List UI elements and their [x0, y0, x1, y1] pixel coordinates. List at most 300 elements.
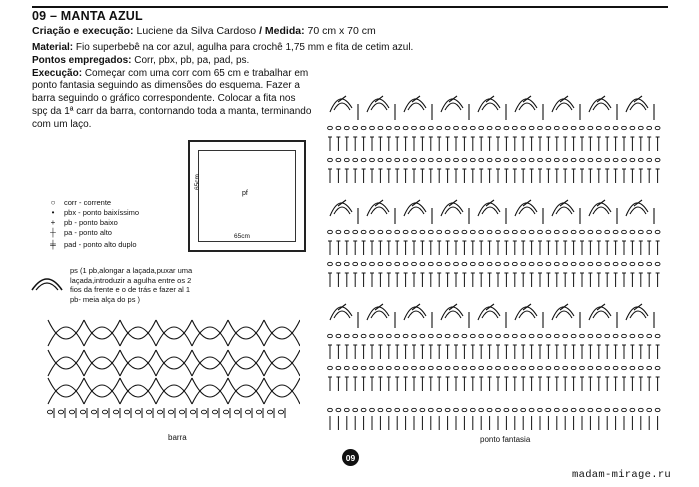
- chain-mark: [571, 230, 576, 233]
- chain-mark: [370, 408, 375, 411]
- chain-mark: [487, 334, 492, 337]
- chain-mark: [546, 262, 551, 265]
- chain-mark: [157, 410, 162, 414]
- chain-mark: [454, 262, 459, 265]
- chain-mark: [135, 410, 140, 414]
- chain-mark: [267, 410, 272, 414]
- chain-mark: [386, 230, 391, 233]
- chain-mark: [647, 334, 652, 337]
- chain-mark: [420, 230, 425, 233]
- chain-mark: [395, 126, 400, 129]
- fan-arc: [408, 103, 424, 110]
- chain-mark: [588, 230, 593, 233]
- chain-mark: [403, 334, 408, 337]
- chain-mark: [344, 408, 349, 411]
- fan-arc: [626, 307, 648, 320]
- chain-mark: [361, 158, 366, 161]
- chain-mark: [538, 408, 543, 411]
- chain-mark: [370, 262, 375, 265]
- chain-mark: [395, 262, 400, 265]
- chain-mark: [563, 158, 568, 161]
- legend-item: [42, 228, 139, 238]
- legend-text: pad - ponto alto duplo: [64, 240, 137, 249]
- chain-mark: [487, 126, 492, 129]
- chain-mark: [512, 126, 517, 129]
- chain-mark: [445, 230, 450, 233]
- chain-mark: [571, 262, 576, 265]
- chain-mark: [613, 334, 618, 337]
- chain-mark: [428, 126, 433, 129]
- chain-mark: [496, 262, 501, 265]
- chain-mark: [378, 126, 383, 129]
- barra-caption: barra: [168, 433, 187, 442]
- chain-mark: [412, 158, 417, 161]
- ps-legend-text: ps (1 pb,alongar a laçada,puxar uma laçada,introduzir a agulha entre os 2 fios da frente e o de trás e fazer al 1 pb- meia alça do ps ): [70, 266, 193, 304]
- chain-mark: [563, 408, 568, 411]
- chain-mark: [613, 408, 618, 411]
- top-rule: [32, 6, 668, 8]
- chain-mark: [91, 410, 96, 414]
- chain-mark: [588, 262, 593, 265]
- chain-mark: [563, 334, 568, 337]
- chain-mark: [596, 126, 601, 129]
- chain-mark: [512, 262, 517, 265]
- chain-mark: [454, 334, 459, 337]
- fan-arc: [371, 103, 387, 110]
- chain-mark: [580, 334, 585, 337]
- fan-arc: [482, 103, 498, 110]
- chain-mark: [655, 126, 660, 129]
- chain-mark: [428, 408, 433, 411]
- chain-mark: [487, 158, 492, 161]
- chain-mark: [605, 408, 610, 411]
- chain-mark: [512, 366, 517, 369]
- chain-mark: [437, 334, 442, 337]
- fan-arc: [556, 103, 572, 110]
- chain-mark: [370, 126, 375, 129]
- chain-mark: [328, 262, 333, 265]
- chain-mark: [361, 408, 366, 411]
- legend-item: [42, 208, 139, 218]
- schema-height-label: 65cm: [194, 174, 201, 190]
- chain-mark: [630, 230, 635, 233]
- fan-motif: [441, 304, 469, 328]
- stitches-paragraph: [32, 55, 312, 68]
- chain-mark: [580, 366, 585, 369]
- chain-mark: [605, 126, 610, 129]
- chain-mark: [588, 158, 593, 161]
- chain-mark: [638, 408, 643, 411]
- fan-arc: [371, 311, 387, 318]
- fan-arc: [478, 99, 500, 112]
- fan-motif: [478, 96, 506, 120]
- chain-mark: [613, 366, 618, 369]
- chain-mark: [588, 366, 593, 369]
- chain-mark: [655, 366, 660, 369]
- chain-mark: [386, 334, 391, 337]
- chain-mark: [412, 334, 417, 337]
- chain-mark: [328, 126, 333, 129]
- chain-mark: [470, 126, 475, 129]
- fan-arc: [334, 207, 350, 214]
- chain-mark: [420, 408, 425, 411]
- chain-mark: [403, 126, 408, 129]
- fan-arc: [478, 203, 500, 216]
- chain-mark: [605, 158, 610, 161]
- chain-mark: [479, 366, 484, 369]
- double-crochet-icon: ┼: [50, 228, 56, 237]
- chain-mark: [428, 262, 433, 265]
- chain-mark: [546, 126, 551, 129]
- chain-mark: [487, 230, 492, 233]
- chain-mark: [630, 262, 635, 265]
- chain-mark: [395, 158, 400, 161]
- chain-mark: [622, 366, 627, 369]
- chain-mark: [344, 366, 349, 369]
- chain-mark: [462, 408, 467, 411]
- chain-mark: [437, 366, 442, 369]
- page-number: 09: [342, 449, 359, 466]
- chain-mark: [605, 230, 610, 233]
- fan-arc: [408, 207, 424, 214]
- chain-mark: [403, 408, 408, 411]
- fan-arc: [330, 307, 352, 320]
- chain-mark: [386, 366, 391, 369]
- stitch-legend: [42, 198, 139, 252]
- chain-mark: [529, 158, 534, 161]
- execution-text: Começar com uma corr com 65 cm e trabalhar em ponto fantasia seguindo as dimensões do esquema. Fazer a barra seguindo o gráfico correspondente. Colocar a fita nos spç da 1ª carr da barra, contornando toda a manta, terminando com um laço.: [32, 67, 312, 130]
- chain-mark: [47, 410, 52, 414]
- fan-motif: [626, 96, 654, 120]
- chain-mark: [538, 126, 543, 129]
- credit-label: Criação e execução:: [32, 25, 134, 37]
- chain-mark: [462, 230, 467, 233]
- fan-motif: [552, 200, 580, 224]
- chain-mark: [445, 334, 450, 337]
- chain-mark: [554, 408, 559, 411]
- blanket-schema: [188, 140, 306, 252]
- chain-mark: [445, 408, 450, 411]
- chain-mark: [412, 262, 417, 265]
- chain-mark: [512, 408, 517, 411]
- chain-mark: [479, 126, 484, 129]
- chain-mark: [638, 334, 643, 337]
- fan-arc: [589, 203, 611, 216]
- fan-motif: [515, 304, 543, 328]
- chain-mark: [554, 126, 559, 129]
- measure-label: / Medida:: [256, 25, 305, 37]
- chain-mark: [403, 230, 408, 233]
- chain-mark: [395, 366, 400, 369]
- chain-mark: [521, 158, 526, 161]
- fan-arc: [334, 311, 350, 318]
- chain-mark: [470, 230, 475, 233]
- fan-motif: [367, 200, 395, 224]
- chain-mark: [344, 262, 349, 265]
- chain-mark: [428, 334, 433, 337]
- fan-arc: [630, 207, 646, 214]
- chain-mark: [529, 334, 534, 337]
- chain-mark: [521, 262, 526, 265]
- chain-mark: [353, 366, 358, 369]
- chain-mark: [538, 158, 543, 161]
- chain-mark: [445, 366, 450, 369]
- chain-mark: [647, 408, 652, 411]
- chain-mark: [588, 126, 593, 129]
- chain-mark: [336, 126, 341, 129]
- chain-mark: [580, 230, 585, 233]
- ponto-fantasia-caption: ponto fantasia: [480, 435, 531, 444]
- execution-label: Execução:: [32, 67, 83, 79]
- fan-motif: [515, 96, 543, 120]
- chain-mark: [496, 230, 501, 233]
- chain-mark: [588, 334, 593, 337]
- chain-mark: [596, 158, 601, 161]
- chain-mark: [102, 410, 107, 414]
- stitches-text: Corr, pbx, pb, pa, pad, ps.: [134, 54, 250, 66]
- chain-mark: [378, 408, 383, 411]
- fan-arc: [519, 311, 535, 318]
- chain-mark: [462, 334, 467, 337]
- fan-motif: [589, 304, 617, 328]
- fan-arc: [630, 103, 646, 110]
- chain-mark: [353, 230, 358, 233]
- fan-arc: [515, 99, 537, 112]
- fan-arc: [441, 99, 463, 112]
- chain-mark: [655, 262, 660, 265]
- chain-mark: [529, 230, 534, 233]
- fan-arc: [445, 207, 461, 214]
- chain-mark: [622, 334, 627, 337]
- chain-mark: [596, 262, 601, 265]
- fan-arc: [445, 103, 461, 110]
- fan-motif: [626, 304, 654, 328]
- chain-mark: [336, 158, 341, 161]
- chain-mark: [328, 334, 333, 337]
- chain-mark: [504, 366, 509, 369]
- chain-mark: [496, 366, 501, 369]
- chain-mark: [554, 230, 559, 233]
- fan-arc: [626, 99, 648, 112]
- chain-mark: [504, 334, 509, 337]
- measure-value: 70 cm x 70 cm: [307, 25, 376, 37]
- chain-mark: [412, 126, 417, 129]
- fan-arc: [593, 207, 609, 214]
- chain-mark: [613, 230, 618, 233]
- fan-arc: [552, 99, 574, 112]
- chain-mark: [428, 366, 433, 369]
- fan-arc: [589, 99, 611, 112]
- chain-mark: [563, 366, 568, 369]
- chain-mark: [512, 230, 517, 233]
- chain-mark: [168, 410, 173, 414]
- legend-text: pa - ponto alto: [64, 228, 112, 237]
- chain-mark: [420, 334, 425, 337]
- fan-motif: [404, 200, 432, 224]
- legend-item: [42, 238, 139, 252]
- chain-mark: [146, 410, 151, 414]
- instructions: [32, 42, 414, 132]
- execution-paragraph: [32, 68, 312, 132]
- chain-mark: [386, 408, 391, 411]
- chain-mark: [504, 262, 509, 265]
- chain-mark: [521, 126, 526, 129]
- fan-motif: [552, 304, 580, 328]
- chain-mark: [546, 408, 551, 411]
- chain-mark: [80, 410, 85, 414]
- legend-item: [42, 198, 139, 208]
- chain-mark: [630, 334, 635, 337]
- chain-mark: [361, 366, 366, 369]
- fan-arc: [626, 203, 648, 216]
- chain-mark: [529, 126, 534, 129]
- fan-arc: [371, 207, 387, 214]
- chain-mark: [638, 262, 643, 265]
- chain-mark: [437, 230, 442, 233]
- chain-mark: [563, 262, 568, 265]
- chain-mark: [580, 262, 585, 265]
- chain-mark: [538, 366, 543, 369]
- fan-motif: [367, 304, 395, 328]
- chain-mark: [622, 158, 627, 161]
- chain-mark: [605, 366, 610, 369]
- chain-mark: [403, 366, 408, 369]
- chain-mark: [256, 410, 261, 414]
- chain-mark: [554, 334, 559, 337]
- chain-mark: [580, 408, 585, 411]
- legend-text: pbx - ponto baixíssimo: [64, 208, 140, 217]
- legend-item: [42, 218, 139, 228]
- chain-mark: [479, 158, 484, 161]
- chain-mark: [428, 158, 433, 161]
- fan-motif: [478, 304, 506, 328]
- fan-arc: [556, 311, 572, 318]
- fan-arc: [445, 311, 461, 318]
- chain-mark: [512, 334, 517, 337]
- fan-arc: [556, 207, 572, 214]
- fan-motif: [626, 200, 654, 224]
- chain-mark: [571, 126, 576, 129]
- slip-stitch-icon: •: [51, 208, 55, 217]
- chain-icon: ○: [50, 198, 56, 207]
- fan-motif: [589, 200, 617, 224]
- chain-mark: [386, 126, 391, 129]
- chain-mark: [622, 408, 627, 411]
- chain-mark: [613, 126, 618, 129]
- chain-mark: [361, 262, 366, 265]
- chain-mark: [538, 334, 543, 337]
- chain-mark: [596, 366, 601, 369]
- chain-mark: [462, 158, 467, 161]
- chain-mark: [588, 408, 593, 411]
- fan-motif: [330, 96, 358, 120]
- chain-mark: [454, 408, 459, 411]
- chain-mark: [245, 410, 250, 414]
- chain-mark: [546, 230, 551, 233]
- chain-mark: [378, 158, 383, 161]
- chain-mark: [521, 230, 526, 233]
- chain-mark: [554, 262, 559, 265]
- chain-mark: [487, 262, 492, 265]
- chain-mark: [361, 230, 366, 233]
- chain-mark: [622, 126, 627, 129]
- fan-arc: [593, 103, 609, 110]
- chain-mark: [179, 410, 184, 414]
- chain-mark: [336, 408, 341, 411]
- chain-mark: [201, 410, 206, 414]
- chain-mark: [538, 230, 543, 233]
- chain-mark: [124, 410, 129, 414]
- single-crochet-icon: +: [50, 218, 56, 227]
- pattern-title: 09 – MANTA AZUL: [32, 9, 143, 23]
- chain-mark: [571, 408, 576, 411]
- chain-mark: [496, 408, 501, 411]
- fan-motif: [330, 304, 358, 328]
- chain-mark: [420, 366, 425, 369]
- chain-mark: [596, 230, 601, 233]
- chain-mark: [638, 126, 643, 129]
- chain-mark: [361, 334, 366, 337]
- chain-mark: [563, 126, 568, 129]
- fan-arc: [334, 103, 350, 110]
- chain-mark: [370, 366, 375, 369]
- chain-mark: [538, 262, 543, 265]
- schema-center-label: pf: [242, 190, 248, 197]
- chain-mark: [647, 366, 652, 369]
- fan-motif: [404, 304, 432, 328]
- chain-mark: [462, 262, 467, 265]
- chain-mark: [546, 334, 551, 337]
- chain-mark: [529, 262, 534, 265]
- barra-lattice: [48, 320, 300, 404]
- chain-mark: [445, 158, 450, 161]
- chain-mark: [370, 230, 375, 233]
- chain-mark: [470, 366, 475, 369]
- fan-motif: [589, 96, 617, 120]
- barra-chart: [42, 312, 300, 428]
- fan-arc: [630, 311, 646, 318]
- fan-arc: [593, 311, 609, 318]
- chain-mark: [647, 230, 652, 233]
- chain-mark: [395, 334, 400, 337]
- chain-mark: [344, 334, 349, 337]
- chain-mark: [403, 158, 408, 161]
- fan-arc: [330, 99, 352, 112]
- chain-mark: [571, 158, 576, 161]
- chain-mark: [113, 410, 118, 414]
- chain-mark: [328, 158, 333, 161]
- fan-arc: [482, 311, 498, 318]
- chain-mark: [470, 158, 475, 161]
- chain-mark: [344, 126, 349, 129]
- chain-mark: [336, 366, 341, 369]
- fan-arc: [482, 207, 498, 214]
- chain-mark: [504, 158, 509, 161]
- chain-mark: [554, 366, 559, 369]
- credit-line: [32, 25, 376, 37]
- chain-mark: [445, 126, 450, 129]
- chain-mark: [58, 410, 63, 414]
- fan-motif: [515, 200, 543, 224]
- chain-mark: [454, 158, 459, 161]
- chain-mark: [437, 126, 442, 129]
- chain-mark: [378, 366, 383, 369]
- chain-mark: [336, 230, 341, 233]
- chain-mark: [223, 410, 228, 414]
- chain-mark: [328, 408, 333, 411]
- chain-mark: [412, 230, 417, 233]
- chain-mark: [504, 408, 509, 411]
